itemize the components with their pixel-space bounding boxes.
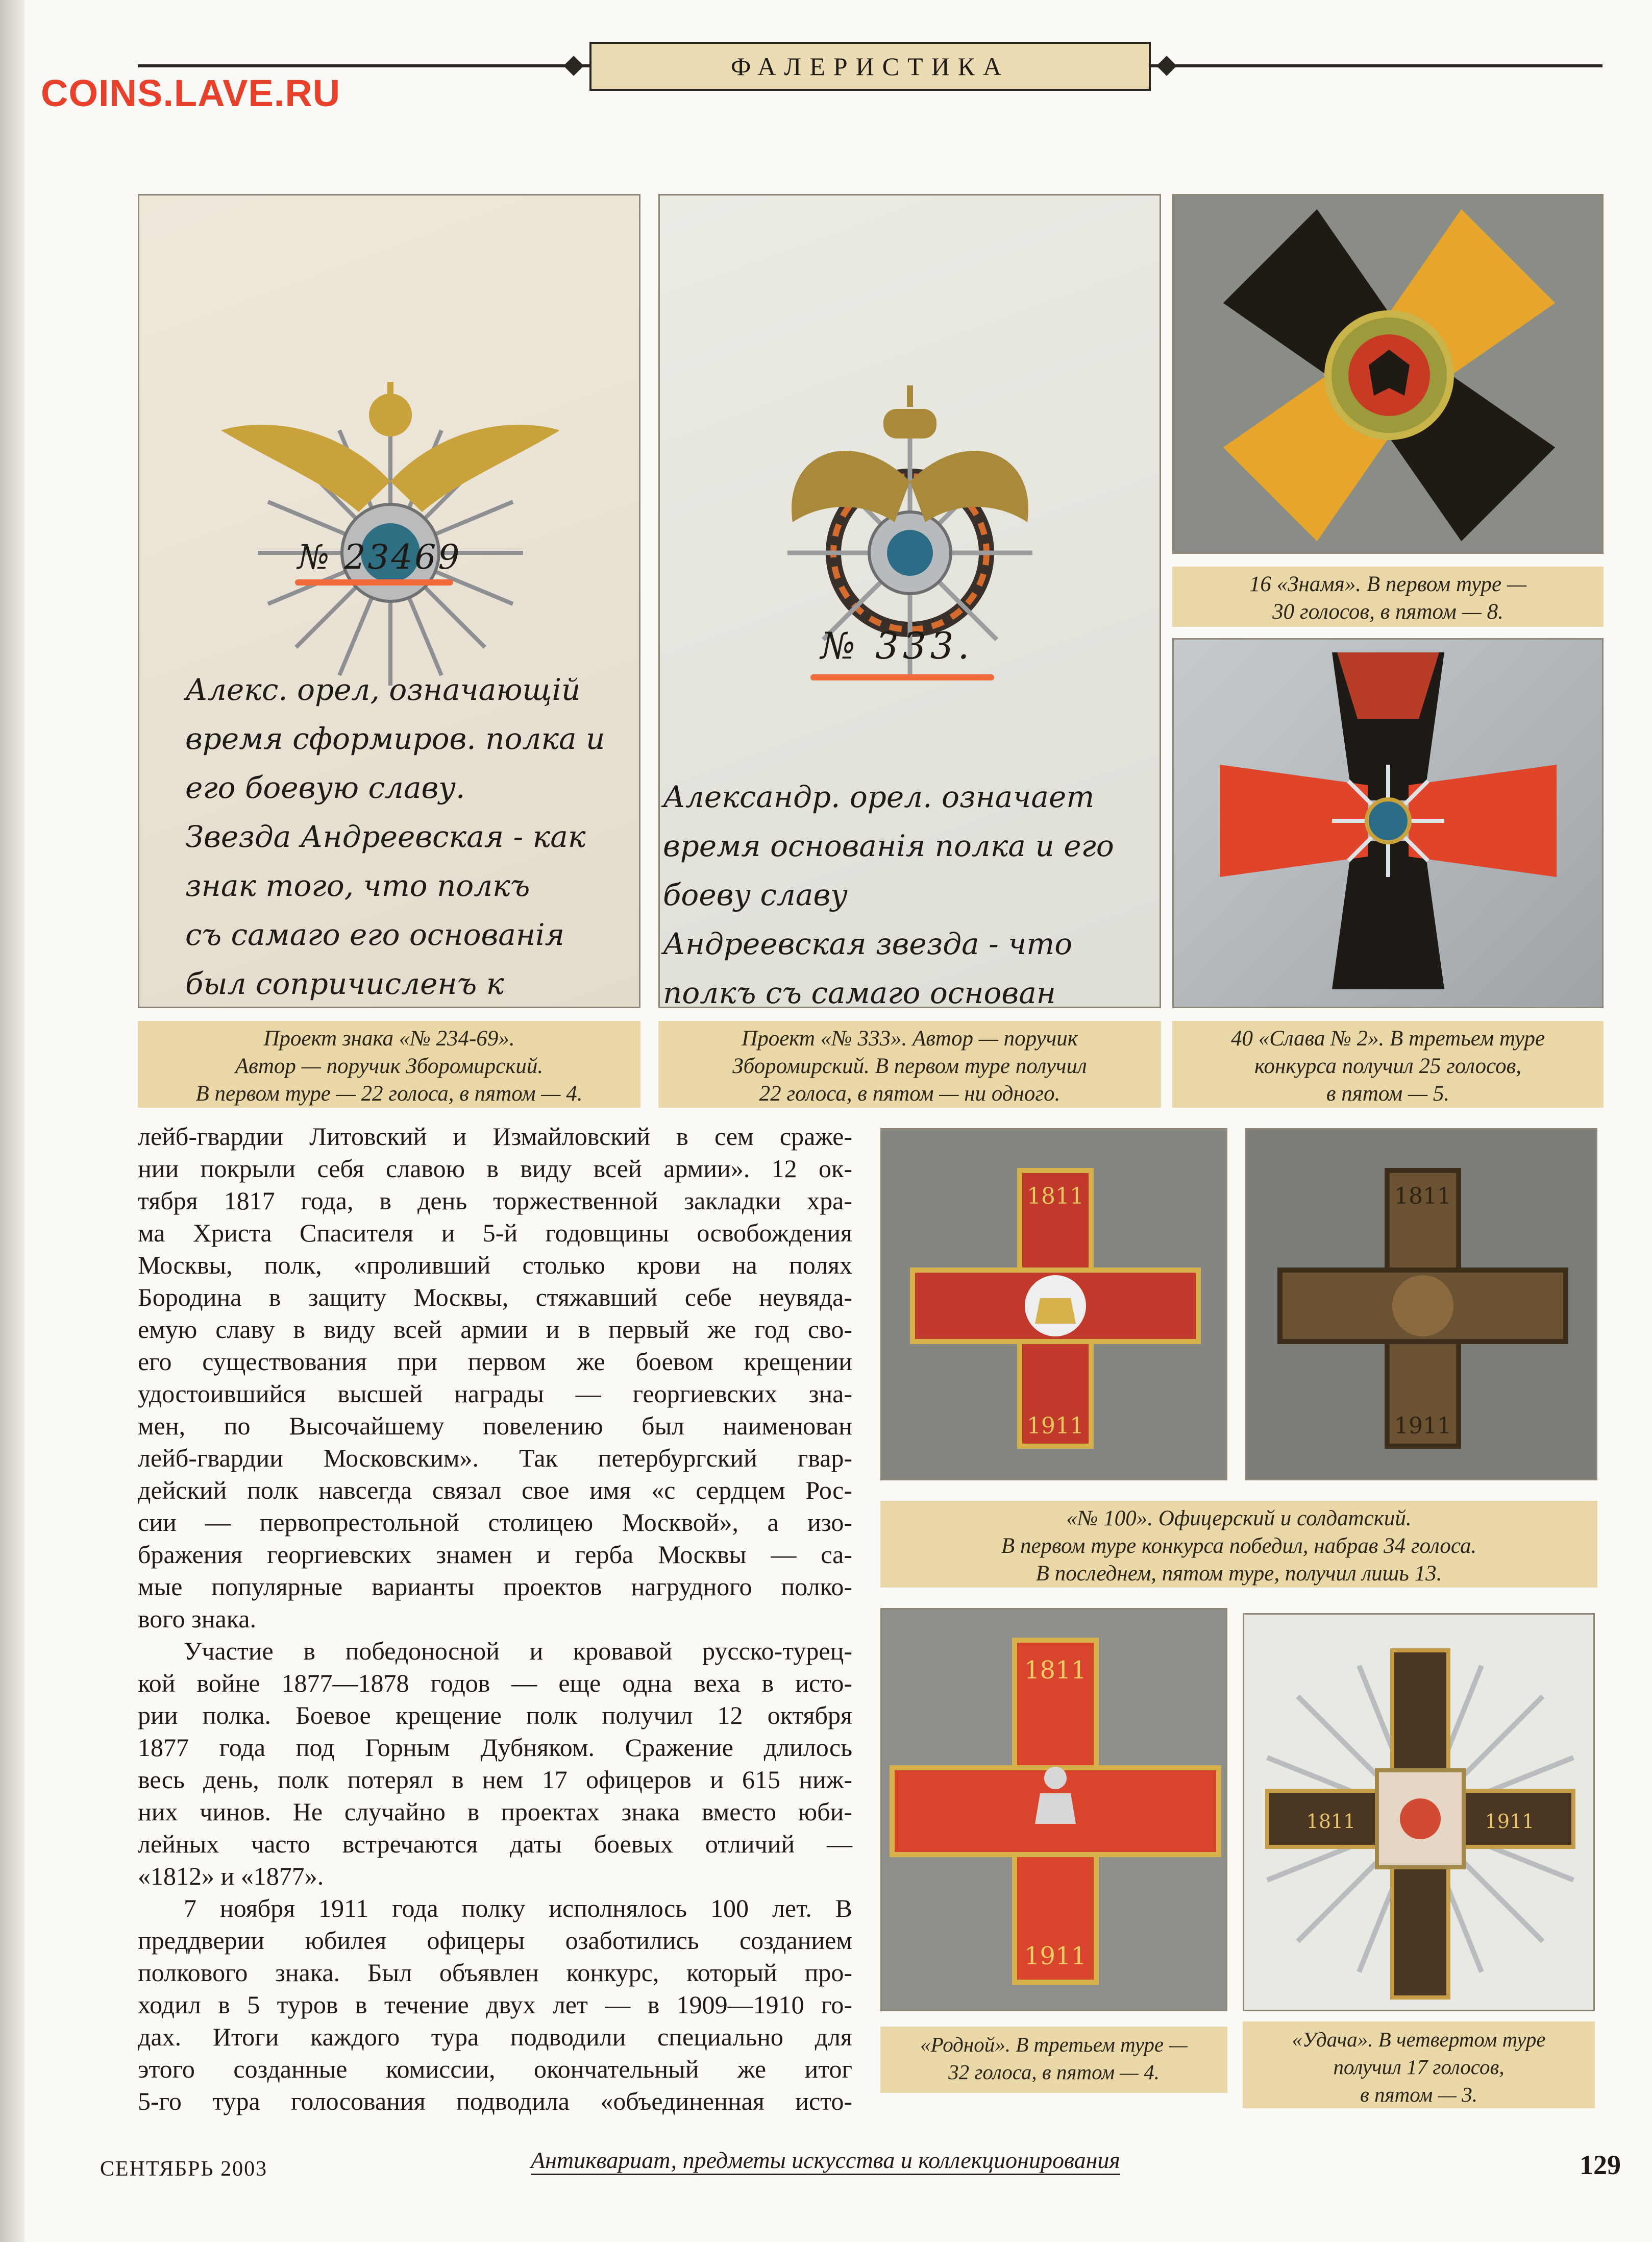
year-bottom: 1911 xyxy=(1394,1413,1451,1439)
year-bottom: 1911 xyxy=(1024,1942,1087,1970)
handwritten-note: Александр. орел. означает время основанiя полка и его боеву славу Андреевская звезда - что полкъ съ самаго основан xyxy=(663,779,1114,1008)
year-top: 1811 xyxy=(1027,1183,1084,1209)
header-diamond-right xyxy=(1156,56,1177,76)
year-top: 1811 xyxy=(1394,1183,1451,1209)
badge-100-soldier-photo xyxy=(1245,1128,1597,1480)
drawing-number: № 333. xyxy=(821,624,974,667)
badge-100-officer-photo xyxy=(880,1128,1227,1480)
caption-slava: 40 «Слава № 2». В третьем туре конкурса получил 25 голосов, в пятом — 5. xyxy=(1172,1021,1604,1108)
page-spine-shadow xyxy=(0,0,24,2242)
watermark: COINS.LAVE.RU xyxy=(41,72,341,114)
caption-rodnoy: «Родной». В третьем туре — 32 голоса, в пятом — 4. xyxy=(880,2027,1227,2093)
banner-cross-badge-icon xyxy=(1174,196,1604,554)
page-number: 129 xyxy=(1580,2150,1621,2180)
badge-udacha-photo xyxy=(1243,1613,1595,2011)
drawing-234-69 xyxy=(138,194,640,1008)
caption-234-69: Проект знака «№ 234-69». Автор — поручик Зборомирский. В первом туре — 22 голоса, в пятом — 4. xyxy=(138,1021,640,1108)
handwritten-note: Алекс. орел, означающiй время сформиров. полка и его боевую славу. Звезда Андреевская - как знак того, что полкъ съ самаго его основанiя был сопричисленъ к xyxy=(185,672,605,1001)
rodnoy-cross-badge-icon xyxy=(882,1610,1227,2011)
caption-znamya: 16 «Знамя». В первом туре — 30 голосов, в пятом — 8. xyxy=(1172,567,1604,627)
red-cross-badge-icon xyxy=(882,1130,1227,1480)
year-right: 1911 xyxy=(1485,1810,1535,1833)
caption-100: «№ 100». Офицерский и солдатский. В первом туре конкурса победил, набрав 34 голоса. В последнем, пятом туре, получил лишь 13. xyxy=(880,1501,1597,1588)
year-left: 1811 xyxy=(1306,1810,1356,1833)
caption-333: Проект «№ 333». Автор — поручик Зборомирский. В первом туре получил 22 голоса, в пятом — ни одного. xyxy=(658,1021,1161,1108)
caption-udacha: «Удача». В четвертом туре получил 17 голосов, в пятом — 3. xyxy=(1243,2021,1595,2108)
year-top: 1811 xyxy=(1024,1656,1087,1685)
badge-znamya-photo xyxy=(1172,194,1604,554)
badge-slava-photo xyxy=(1172,638,1604,1008)
udacha-cross-badge-icon xyxy=(1244,1615,1595,2011)
section-label: ФАЛЕРИСТИКА xyxy=(589,42,1151,91)
bronze-cross-badge-icon xyxy=(1247,1130,1597,1480)
drawing-333 xyxy=(658,194,1161,1008)
header-diamond-left xyxy=(563,56,584,76)
slava-cross-badge-icon xyxy=(1174,640,1604,1008)
drawing-number: № 23469 xyxy=(298,538,462,577)
issue-date: СЕНТЯБРЬ 2003 xyxy=(100,2157,268,2181)
magazine-title: Антиквариат, предметы искусства и коллекционирования xyxy=(531,2147,1120,2175)
red-underline xyxy=(810,674,994,680)
article-body: лейб-гвардии Литовский и Измайловский в сем сраже- нии покрыли себя славою в виду всей армии». 12 ок- тября 1817 года, в день торжественной закладки хра- ма Христа Спасителя и 5-й годовщины освобождения Москвы, полк, «проливший столько крови на полях Бородина в защиту Москвы, стяжавший себе неувяда- емую славу в виду всей армии и в первый же год сво- его существования при первом же боевом крещении удостоившийся высшей награды — георгиевских зна- мен, по Высочайшему повелению был наименован лейб-гвардии Московским». Так петербургский гвар- дейский полк навсегда связал свое имя «с сердцем Рос- сии — первопрестольной столицею Москвой», а изо- бражения георгиевских знамен и герба Москвы — са- мые популярные варианты проектов нагрудного полко- вого знака. Участие в победоносной и кровавой русско-турец- кой войне 1877—1878 годов — еще одна веха в исто- рии полка. Боевое крещение полк получил 12 октября 1877 года под Горным Дубняком. Сражение длилось весь день, полк потерял в нем 17 офицеров и 615 ниж- них чинов. Не случайно в проектах знака вместо юби- лейных часто встречаются даты боевых отличий — «1812» и «1877». 7 ноября 1911 года полку исполнялось 100 лет. В преддверии юбилея офицеры озаботились созданием полкового знака. Был объявлен конкурс, который про- ходил в 5 туров в течение двух лет — в 1909—1910 го- дах. Итоги каждого тура подводили специально для этого созданные комиссии, окончательный же итог 5-го тура голосования подводила «объединенная исто- xyxy=(138,1122,852,2115)
badge-rodnoy-photo xyxy=(880,1608,1227,2011)
red-underline xyxy=(295,579,453,586)
year-bottom: 1911 xyxy=(1027,1413,1084,1439)
